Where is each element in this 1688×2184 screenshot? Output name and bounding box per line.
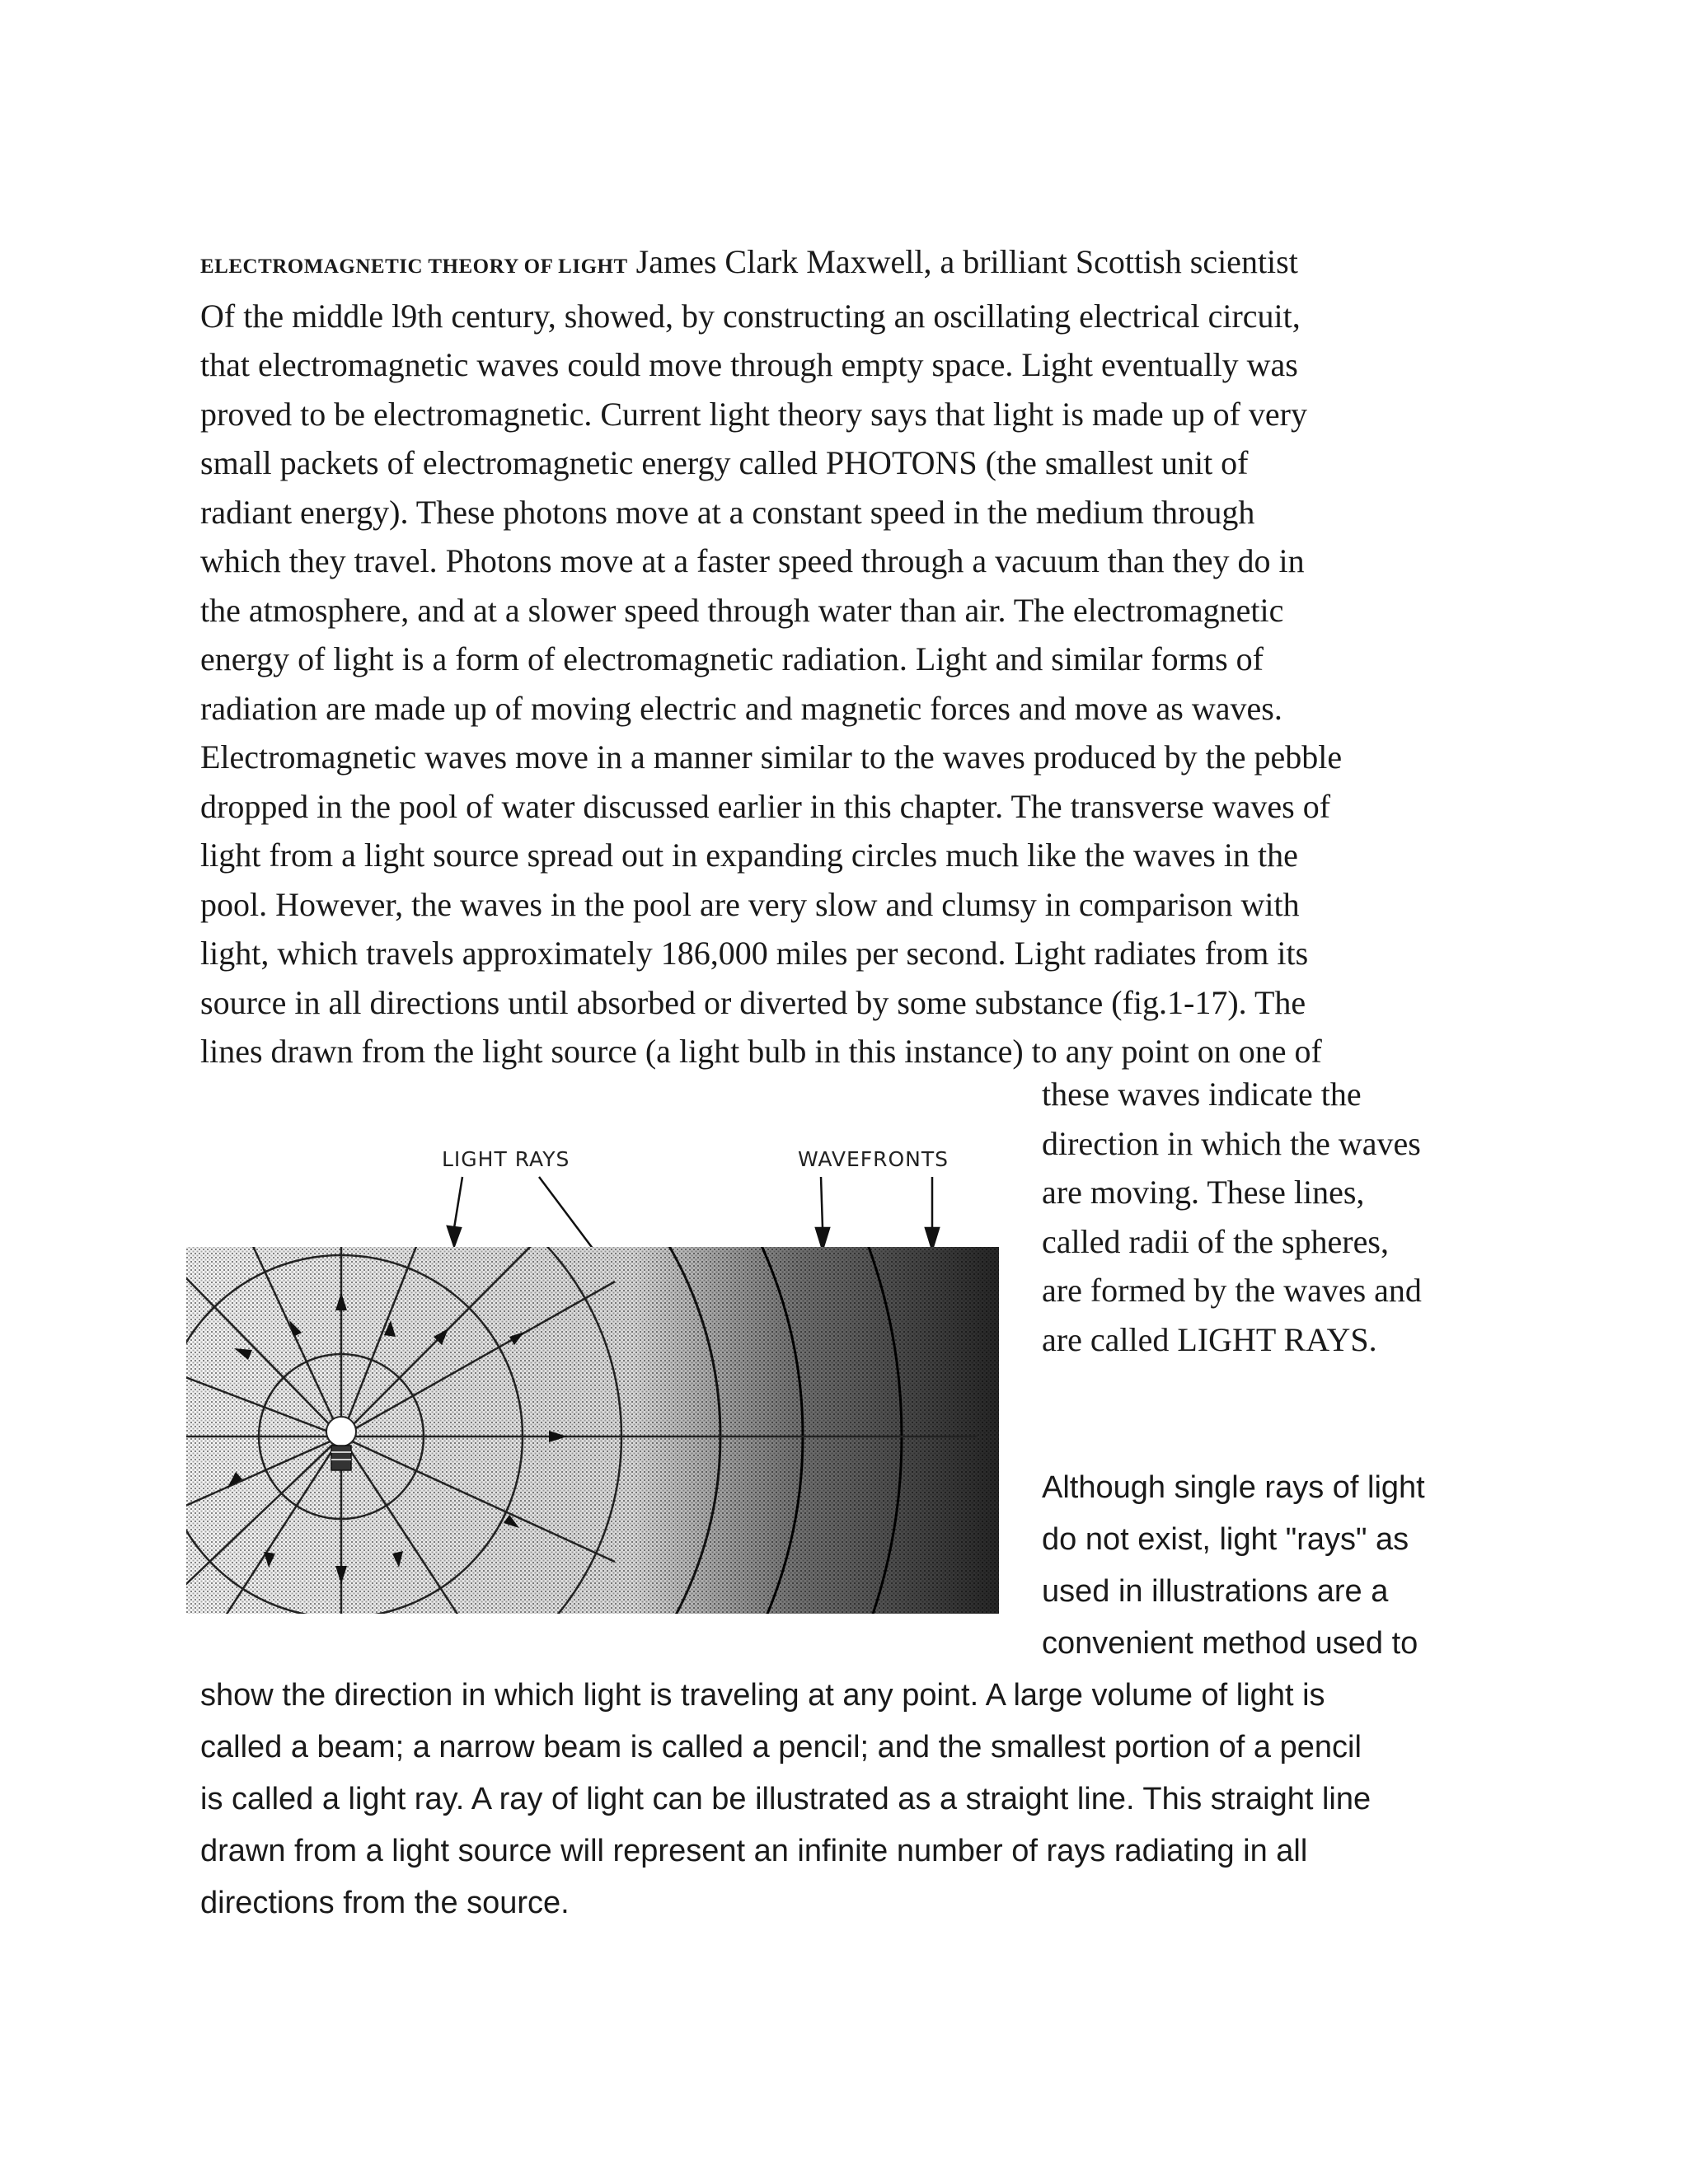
side-text-light-rays <box>1042 1070 1536 1364</box>
wavefronts-label: WAVEFRONTS <box>798 1147 950 1171</box>
side-text-rays-illustration <box>1042 1462 1536 1670</box>
paragraph-maxwell <box>200 237 1503 1076</box>
side-line: used in illustrations are a <box>1042 1574 1389 1609</box>
side-line: are formed by the waves and <box>1042 1272 1422 1309</box>
paragraph-line: ELECTROMAGNETIC THEORY OF LIGHT James Clark Maxwell, a brilliant Scottish scientist <box>200 243 1298 280</box>
paragraph-line: which they travel. Photons move at a faster speed through a vacuum than they do in <box>200 542 1305 579</box>
side-line: called radii of the spheres, <box>1042 1222 1389 1260</box>
side-line: direction in which the waves <box>1042 1124 1421 1162</box>
paragraph-line: that electromagnetic waves could move through empty space. Light eventually was <box>200 346 1298 383</box>
paragraph-line: light, which travels approximately 186,000 miles per second. Light radiates from its <box>200 935 1309 972</box>
side-line: are called LIGHT RAYS. <box>1042 1320 1377 1358</box>
light-rays-wavefronts-figure <box>186 1104 999 1632</box>
paragraph-line: drawn from a light source will represent an infinite number of rays radiating in all <box>200 1834 1308 1868</box>
paragraph-line: called a beam; a narrow beam is called a pencil; and the smallest portion of a pencil <box>200 1730 1362 1765</box>
light-rays-label: LIGHT RAYS <box>442 1147 570 1171</box>
paragraph-line: energy of light is a form of electromagnetic radiation. Light and similar forms of <box>200 640 1264 677</box>
paragraph-line: radiation are made up of moving electric and magnetic forces and move as waves. <box>200 689 1282 727</box>
side-line: do not exist, light "rays" as <box>1042 1522 1409 1557</box>
paragraph-line: show the direction in which light is traveling at any point. A large volume of light is <box>200 1678 1325 1713</box>
side-line: are moving. These lines, <box>1042 1174 1365 1211</box>
paragraph-line: the atmosphere, and at a slower speed through water than air. The electromagnetic <box>200 591 1284 629</box>
paragraph-beam-pencil <box>200 1670 1519 1929</box>
paragraph-line: lines drawn from the light source (a light bulb in this instance) to any point on one of <box>200 1033 1322 1070</box>
paragraph-line: light from a light source spread out in expanding circles much like the waves in the <box>200 837 1298 874</box>
paragraph-line: is called a light ray. A ray of light can be illustrated as a straight line. This straight line <box>200 1782 1372 1816</box>
paragraph-line: Of the middle l9th century, showed, by constructing an oscillating electrical circuit, <box>200 297 1301 335</box>
paragraph-line: radiant energy). These photons move at a constant speed in the medium through <box>200 493 1255 531</box>
side-line: convenient method used to <box>1042 1626 1418 1661</box>
paragraph-line: source in all directions until absorbed or diverted by some substance (fig.1-17). The <box>200 983 1306 1021</box>
section-heading: ELECTROMAGNETIC THEORY OF LIGHT <box>200 255 628 278</box>
side-line: these waves indicate the <box>1042 1076 1362 1113</box>
paragraph-line: small packets of electromagnetic energy called PHOTONS (the smallest unit of <box>200 444 1249 481</box>
side-line: Although single rays of light <box>1042 1470 1425 1505</box>
paragraph-line: dropped in the pool of water discussed earlier in this chapter. The transverse waves of <box>200 787 1331 825</box>
paragraph-line: proved to be electromagnetic. Current light theory says that light is made up of very <box>200 395 1307 433</box>
paragraph-line: Electromagnetic waves move in a manner similar to the waves produced by the pebble <box>200 738 1343 776</box>
paragraph-line: pool. However, the waves in the pool are very slow and clumsy in comparison with <box>200 885 1300 923</box>
halftone-field <box>186 1104 999 1632</box>
paragraph-line: directions from the source. <box>200 1886 570 1920</box>
